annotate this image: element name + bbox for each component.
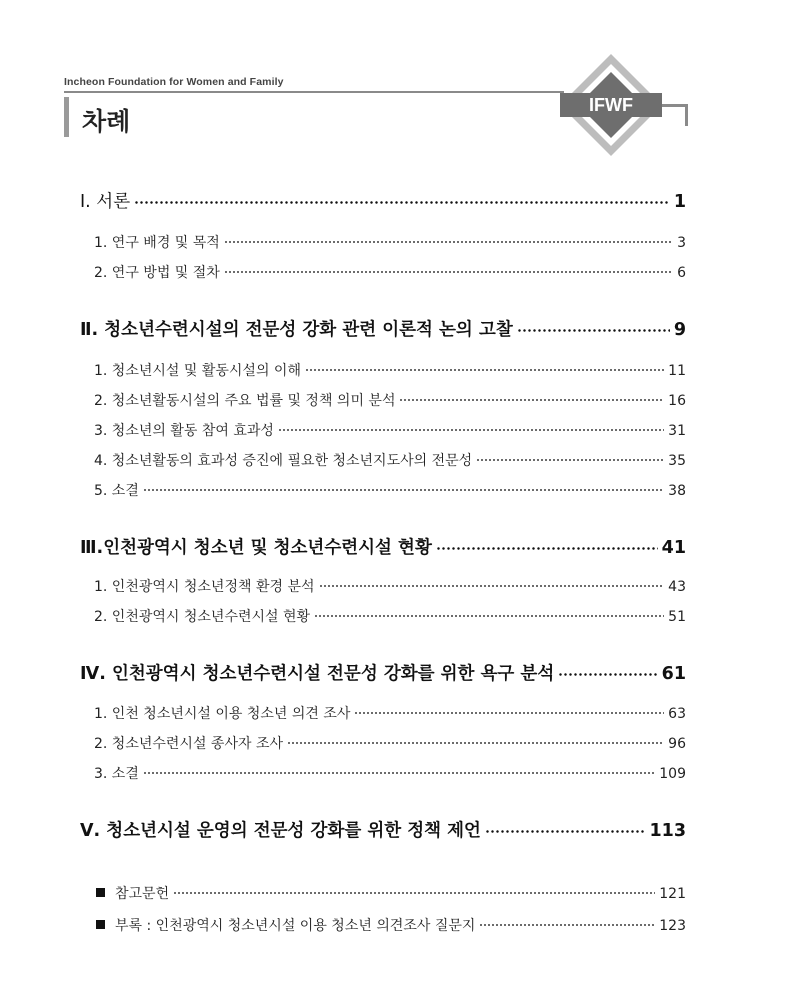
dot-leader [485, 830, 646, 833]
toc-entry-label: Ⅱ. 청소년수련시설의 전문성 강화 관련 이론적 논의 고찰 [80, 320, 513, 340]
dot-leader [287, 742, 664, 744]
toc-entry-label-wrap [96, 883, 169, 903]
toc-entry-label: 3. 청소년의 활동 참여 효과성 [94, 423, 274, 439]
toc-entry-page: 38 [668, 483, 686, 499]
toc-entry-page: 1 [673, 192, 686, 212]
toc-entry[interactable] [80, 576, 686, 596]
square-bullet-icon [96, 920, 105, 929]
toc-entry[interactable] [80, 316, 686, 341]
toc-entry[interactable] [80, 915, 686, 935]
toc-entry-page: 63 [668, 706, 686, 722]
toc-entry[interactable] [80, 450, 686, 470]
toc-entry[interactable] [80, 817, 686, 842]
toc-entry-page: 41 [661, 538, 686, 558]
toc-entry[interactable] [80, 606, 686, 626]
toc-entry-page: 11 [668, 363, 686, 379]
toc-entry[interactable] [80, 262, 686, 282]
toc-entry-page: 123 [659, 918, 686, 934]
toc-entry-page: 9 [673, 320, 686, 340]
org-name: Incheon Foundation for Women and Family [64, 76, 284, 88]
toc-entry[interactable] [80, 390, 686, 410]
dot-leader [278, 429, 664, 431]
toc-entry[interactable] [80, 703, 686, 723]
toc-entry-label: 참고문헌 [115, 886, 170, 902]
toc-entry-page: 61 [661, 664, 686, 684]
dot-leader [399, 399, 664, 401]
dot-leader [224, 241, 673, 243]
page-title: 차례 [82, 107, 131, 136]
toc-entry[interactable] [80, 883, 686, 903]
square-bullet-icon [96, 888, 105, 897]
dot-leader [143, 772, 655, 774]
dot-leader [305, 369, 664, 371]
logo-text: IFWF [589, 95, 633, 115]
toc-entry-label: 2. 청소년수련시설 종사자 조사 [94, 736, 283, 752]
toc-entry[interactable] [80, 420, 686, 440]
toc-entry-label: 5. 소결 [94, 483, 139, 499]
toc-entry-label: 3. 소결 [94, 766, 139, 782]
toc-entry-label: Ⅴ. 청소년시설 운영의 전문성 강화를 위한 정책 제언 [80, 821, 481, 841]
toc-entry-label: 4. 청소년활동의 효과성 증진에 필요한 청소년지도사의 전문성 [94, 453, 473, 469]
dot-leader [134, 201, 670, 204]
dot-leader [517, 329, 670, 332]
title-accent-bar [64, 97, 69, 137]
dot-leader [479, 924, 655, 926]
toc-entry-label: 2. 청소년활동시설의 주요 법률 및 정책 의미 분석 [94, 393, 396, 409]
toc-entry-page: 96 [668, 736, 686, 752]
toc-entry-page: 113 [649, 821, 686, 841]
toc-entry-label: 1. 인천광역시 청소년정책 환경 분석 [94, 579, 315, 595]
header-rule-drop [685, 104, 688, 126]
dot-leader [354, 712, 664, 714]
header-rule [64, 91, 564, 93]
toc-entry[interactable] [80, 660, 686, 685]
toc-entry-label: Ⅲ.인천광역시 청소년 및 청소년수련시설 현황 [80, 538, 432, 558]
toc-entry[interactable] [80, 232, 686, 252]
dot-leader [143, 489, 664, 491]
dot-leader [319, 585, 665, 587]
toc-entry-label: Ⅰ. 서론 [80, 192, 131, 212]
toc-entry-page: 31 [668, 423, 686, 439]
dot-leader [224, 271, 673, 273]
toc-entry-page: 109 [659, 766, 686, 782]
toc-entry[interactable] [80, 360, 686, 380]
toc-entry-page: 35 [668, 453, 686, 469]
toc-entry-label-wrap [96, 915, 475, 935]
toc-entry[interactable] [80, 733, 686, 753]
toc-entry-label: 1. 연구 배경 및 목적 [94, 235, 220, 251]
toc-entry-label: 2. 연구 방법 및 절차 [94, 265, 220, 281]
toc-entry-label: 1. 청소년시설 및 활동시설의 이해 [94, 363, 301, 379]
toc-entry-page: 3 [677, 235, 686, 251]
dot-leader [558, 673, 657, 676]
toc-entry-page: 43 [668, 579, 686, 595]
toc-entry-label: Ⅳ. 인천광역시 청소년수련시설 전문성 강화를 위한 욕구 분석 [80, 664, 555, 684]
toc-entry[interactable] [80, 188, 686, 213]
toc-entry-page: 16 [668, 393, 686, 409]
dot-leader [314, 615, 664, 617]
toc-entry-label: 1. 인천 청소년시설 이용 청소년 의견 조사 [94, 706, 351, 722]
toc-entry-label: 부록 : 인천광역시 청소년시설 이용 청소년 의견조사 질문지 [115, 918, 476, 934]
toc-entry-label: 2. 인천광역시 청소년수련시설 현황 [94, 609, 311, 625]
toc-entry-page: 51 [668, 609, 686, 625]
dot-leader [173, 892, 655, 894]
toc-entry-page: 121 [659, 886, 686, 902]
dot-leader [476, 459, 664, 461]
toc-entry[interactable] [80, 763, 686, 783]
toc-entry-page: 6 [677, 265, 686, 281]
ifwf-logo [556, 50, 666, 160]
toc-entry[interactable] [80, 480, 686, 500]
toc-entry[interactable] [80, 534, 686, 559]
dot-leader [436, 547, 658, 550]
